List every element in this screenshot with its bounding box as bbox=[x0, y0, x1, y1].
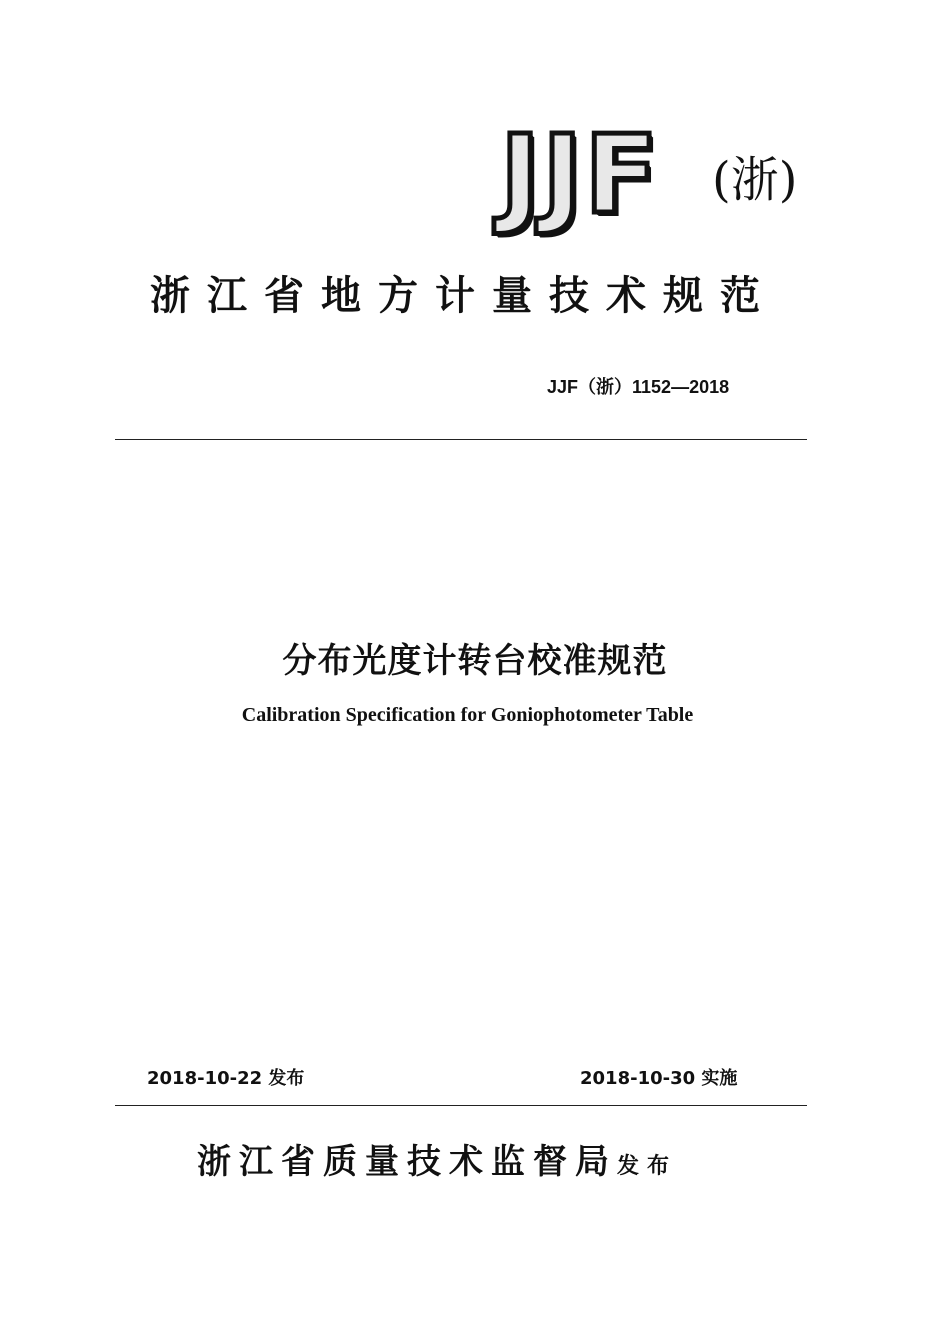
bottom-divider bbox=[115, 1105, 807, 1106]
title-chinese: 分布光度计转台校准规范 bbox=[282, 641, 668, 681]
issue-date: 2018-10-22 发布 bbox=[147, 1068, 305, 1089]
top-divider bbox=[115, 439, 807, 440]
publisher-suffix: 发布 bbox=[617, 1154, 678, 1179]
logo-region: (浙) bbox=[712, 152, 798, 208]
standard-number: JJF（浙）1152—2018 bbox=[547, 377, 730, 397]
standard-type-heading: 浙江省地方计量技术规范 bbox=[150, 273, 777, 319]
logo-letters: JJF bbox=[500, 113, 661, 238]
publisher-line bbox=[197, 1134, 677, 1195]
jjf-logo bbox=[500, 113, 830, 238]
publisher-name: 浙江省质量技术监督局 bbox=[197, 1142, 617, 1182]
implementation-date: 2018-10-30 实施 bbox=[580, 1068, 738, 1089]
title-english: Calibration Specification for Goniophotometer Table bbox=[241, 704, 694, 726]
